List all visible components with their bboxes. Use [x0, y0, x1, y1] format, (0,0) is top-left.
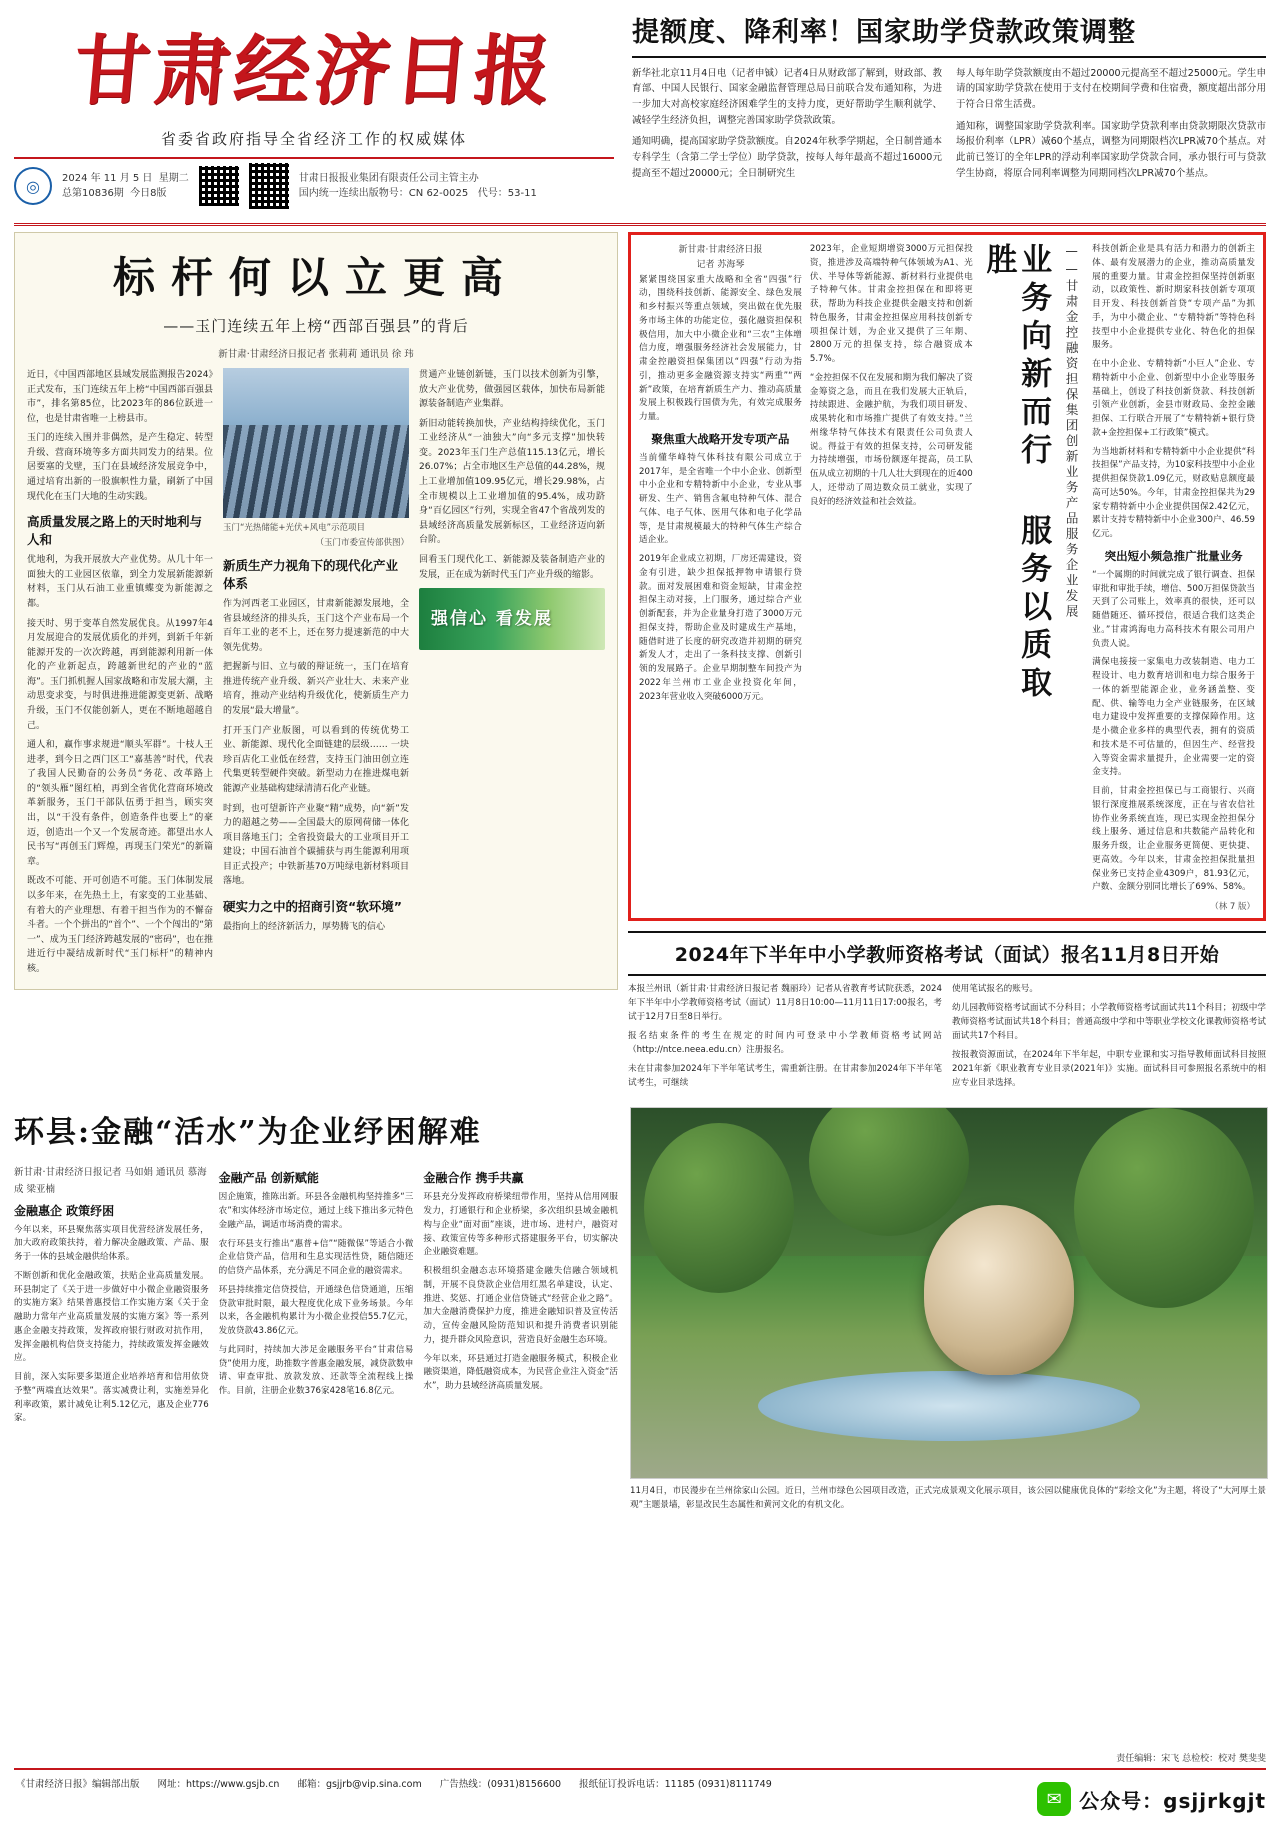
feature-paragraph: 玉门的连续入围并非偶然，是产生稳定、转型升级、营商环境等多方面共同发力的结果。位居要塞的戈壁，玉门在县域经济发展竞争中，通过培育出新的一股旗帜性力量，刷新了中国现代化在玉门大地的生动实践。	[27, 433, 213, 502]
lead-headline[interactable]: 提额度、降利率！国家助学贷款政策调整	[632, 16, 1266, 58]
masthead-right	[614, 16, 1266, 187]
lead-column-2	[956, 66, 1266, 188]
bottom-paragraph: 目前，深入实际要多渠道企业培养培育和信用依贷予整“两端直达效果”。落实减费让利，实施差异化利率政策，累计减免让利5.12亿元，惠及企业776家。	[14, 1372, 209, 1424]
masthead-subtitle: 省委省政府指导全省经济工作的权威媒体	[160, 130, 467, 148]
feature-paragraph: 优地利，为我开展放大产业优势。从几十年一面独大的工业园区依靠，到全力发展新能源新材料，玉门从石油工业重镇蝶变为新能源之都。	[27, 555, 213, 609]
bottom-paragraph: 积极组织金融态志环境搭建金融失信融合领域机制，开展不良贷款企业信用红黑名单建设，认定、推进、奖惩、打通企业信贷链式“经营企业之路”。加大金融消费保护力度，推进金融知识普及宣传活动，宣传金融风险防范知识和提升消费者识别能力，提升群众风险意识，营造良好金融生态环境。	[423, 1266, 619, 1345]
compass-icon: ◎	[14, 167, 52, 205]
feature-photo	[223, 368, 409, 518]
bottom-column-1	[14, 1165, 209, 1431]
bottom-story-title[interactable]: 环县:金融“活水”为企业纾困解难	[14, 1115, 482, 1151]
bottom-paragraph: 环县持续推定信贷授信，开通绿色信贷通道，压缩贷款审批时限，最大程度优化成下业务场景。今年以来，各金融机构累计为小微企业授信55.7亿元，发放贷款43.86亿元。	[218, 1284, 414, 1337]
masthead-publisher: 甘肃日报报业集团有限责任公司主管主办	[298, 173, 479, 184]
masthead-date-block	[62, 171, 189, 201]
lead-paragraph: 新华社北京11月4日电（记者申铖）记者4日从财政部了解到，财政部、教育部、中国人民银行、国家金融监督管理总局日前联合发布通知称，为进一步加大对高校家庭经济困难学生的支持力度，更好帮助学生顺利就学、减轻学生经济负担，调整完善国家助学贷款政策。	[632, 67, 942, 126]
feature-column-2	[223, 368, 409, 981]
highlight-column-3	[1092, 243, 1255, 912]
highlight-vertical-sub-wrap	[1058, 243, 1084, 912]
wechat-block[interactable]	[1037, 1782, 1266, 1816]
education-paragraph: 幼儿园教师资格考试面试不分科目；小学教师资格考试面试共11个科目；初级中学教师资格考试面试共18个科目；普通高级中学和中等职业学校文化课教师资格考试面试共17个科目。	[952, 1002, 1266, 1041]
feature-title[interactable]: 标杆何以立更高	[112, 253, 519, 302]
main-content	[14, 232, 1266, 1095]
feature-section-heading: 高质量发展之路上的天时地利与人和	[27, 514, 203, 548]
bottom-subheading: 金融合作 携手共赢	[423, 1171, 524, 1186]
wechat-label: 公众号：gsjjrkgjt	[1079, 1788, 1266, 1813]
promo-banner-text: 强信心 看发展	[431, 609, 553, 630]
education-paragraph: 报名结束条件的考生在规定的时间内可登录中小学教师资格考试网站（http://ntce.neea.edu.cn）注册报名。	[628, 1030, 942, 1055]
feature-section-heading: 硬实力之中的招商引资“软环境”	[223, 898, 402, 914]
education-paragraph: 本报兰州讯（新甘肃·甘肃经济日报记者 魏丽玲）记者从省教育考试院获悉，2024年下半年中小学教师资格考试（面试）11月8日10:00—11月11日17:00报名，考试于12月7日至8日举行。	[628, 984, 942, 1022]
park-photo-caption: 11月4日，市民漫步在兰州徐家山公园。近日，兰州市绿色公园项目改造，正式完成景观文化展示项目，该公园以健康优良体的“彩绘文化”为主题，将设了“大河厚土景观”主题景墙，彰显改民生态属性和黄河文化的有机文化。	[630, 1486, 1266, 1511]
bottom-left	[14, 1107, 618, 1513]
masthead-info	[14, 163, 614, 213]
highlight-column-2	[810, 243, 973, 912]
lead-paragraph: 通知明确，提高国家助学贷款额度。自2024年秋季学期起，全日制普通本专科学生（含第二学士学位）助学贷款，按每人每年最高不超过16000元提高至不超过20000元；全日制研究生	[632, 136, 942, 179]
highlight-paragraph: 满保电接接一家集电力改装制造、电力工程设计、电力数育培训和电力综合服务于一体的新型能源企业，业务涵盖整、变配、供、输等电力全产业链服务，在区域电力建设中发挥重要的支撑保障作用。这是小微企业多样的典型代表，拥有的资质和技术是不可估量的，但因生产、经营投入等资金需求量提升，企业需要一定的资金支持。	[1092, 657, 1256, 778]
masthead-bottom-rule	[14, 223, 1266, 226]
masthead-weekday: 星期二	[158, 173, 189, 184]
left-column	[14, 232, 618, 1095]
masthead-publisher-block	[299, 171, 537, 201]
education-paragraph: 使用笔试报名的账号。	[952, 984, 1038, 994]
feature-paragraph: 既改不可能、开可创造不可能。玉门体制发展以多年来，在先热土上，有家变的工业基础、有着大的产业理想、有着干担当作为的不懈奋斗者。一个个拼出的“首个”、一个个闯出的“第一”、成为玉门经济跨越发展的“密码”，也在推进近行中凝结成新时代“玉门标杆”的精神内核。	[27, 876, 213, 974]
highlight-paragraph: 紧紧围绕国家重大战略和全省“四强”行动，围绕科技创新、能源安全、绿色发展和乡村振兴等重点领域，突出做在优先服务市场主体的功能定位，强化融资担保积极信用，加大中小微企业和“三农”主体增信力度，增强服务经济社会发展能力，甘肃金控融资担保集团以“四强”行动为指引，推动更多金融资源支持实“两重”“两新”政策，在培育新质生产力、推动高质量发展上积极践行国债为先，有效完成服务力量。	[639, 274, 802, 423]
highlight-subheading: 突出短小频急推广批量业务	[1104, 548, 1243, 563]
newspaper-logo: 甘肃经济日报	[70, 26, 558, 115]
education-column-1	[628, 983, 942, 1095]
bottom-paragraph: 农行环县支行推出“惠普+信”“随微保”等适合小微企业信贷产品，信用和生息实现活性贷，随信随还的信贷产品体系，充分满足不同企业的融资需求。	[218, 1238, 414, 1277]
bottom-subheading: 金融惠企 政策纾困	[14, 1203, 115, 1218]
highlight-story-body	[639, 243, 1255, 912]
feature-byline: 新甘肃·甘肃经济日报记者 张莉莉 通讯员 徐 玮	[218, 349, 414, 360]
highlight-paragraph: 科技创新企业是具有活力和潜力的创新主体、最有发展潜力的企业，推动高质量发展的重要力量。甘肃金控担保坚持创新驱动，以政策性、新时期家科技创新专项项目开发、科技创新首贷“专项产品”为抓手，为中小微企业、“专精特新”等特色科技型中小企业提供专业化、特色化的担保服务。	[1092, 244, 1256, 351]
highlight-reporter: 记者 苏海琴	[696, 260, 745, 271]
tree-shape	[644, 1123, 794, 1293]
lead-paragraph: 每人每年助学贷款额度由不超过20000元提高至不超过25000元。学生申请的国家助学贷款在使用于支付在校期间学费和住宿费，额度超出部分用于符合日常生活费。	[956, 67, 1266, 111]
feature-section-heading: 新质生产力视角下的现代化产业体系	[223, 558, 399, 591]
highlight-paragraph: “一个属期的时间就完成了银行调查、担保审批和审批手续，增信、500万担保贷款当天到了公司账上，效率真的很快，还可以随借随还、循环授信，很适合我们这类企业。”甘肃鸿海电力高科技术有限公司用户负责人说。	[1092, 569, 1256, 649]
feature-article	[14, 232, 618, 990]
feature-paragraph: 作为河西老工业园区，甘肃新能源发展地，全省县域经济的排头兵，玉门这个产业布局一个百年工业的老不上，还在努力提速新范的中大领先优势。	[223, 599, 409, 653]
park-photo	[630, 1107, 1268, 1479]
feature-paragraph: 把握新与旧、立与破的辩证统一，玉门在培育推进传统产业升级、新兴产业壮大、未来产业培育，推动产业结构升级优化，使新质生产力的发展“最大增量”。	[223, 662, 409, 717]
highlight-vertical-title[interactable]: 业务向新而行 服务以质取胜	[980, 243, 1052, 704]
feature-paragraph: 近日，《中国西部地区县域发展监测报告2024》正式发布，玉门连续五年上榜“中国西部百强县市”，排名第85位，比2023年的86位跃进一位，也是甘肃省唯一上榜县市。	[27, 370, 213, 424]
masthead-left	[14, 16, 614, 213]
promo-banner	[419, 588, 605, 650]
footer-subscribe: 报纸征订投诉电话：11185 (0931)8111749	[579, 1779, 772, 1790]
highlight-paragraph: “金控担保不仅在发展和期为我们解决了资金筹资之急，而且在我们发展大正轨后，持续跟进、金融护航，为我们项目研发、成果转化和市场推广提供了有效支持。”兰州缘华特气体技术有限责任公司负责人说。得益于有效的担保支持，公司研发能力持续增强，市场份额逐年提高，员工队伍从成立初期的十几人壮大到现在的近400人，还带动了周边数众员工就业，实现了良好的经济效益和社会效益。	[809, 372, 973, 507]
feature-paragraph: 接天时、男于变革自然发展优良。从1997年4月发展迎合的发展优质化的并列，到新千年新能源开发的一次次跨越，再到能源利用新一体化的产业新起点，跨越新世纪的产业的“蓝海”。玉门抓机握人国家战略和市发展大潮，主动思变求变，与时俱进推进能源变更新、战略升级，玉门不仅能创新人，更在不断地超越自己。	[27, 618, 213, 731]
feature-subtitle: ——玉门连续五年上榜“西部百强县”的背后	[163, 317, 469, 335]
qr-code-2[interactable]	[249, 163, 289, 209]
education-column-2	[952, 983, 1266, 1095]
bottom-paragraph: 因企施策，推陈出新。环县各金融机构坚持推多“三农”和实体经济市场定位，通过上线下推出多元特色金融产品，调适市场消费的需求。	[218, 1192, 414, 1230]
highlight-column-1	[639, 243, 802, 912]
highlight-subheading: 聚焦重大战略开发专项产品	[651, 431, 790, 446]
bottom-section	[14, 1107, 1266, 1513]
masthead-license: 国内统一连续出版物号：CN 62-0025	[298, 188, 469, 199]
education-body	[628, 983, 1266, 1095]
bottom-paragraph: 环县充分发挥政府桥梁纽带作用，坚持从信用网服发力，打通银行和企业桥梁，多次组织县域金融机构与企业“面对面”座谈，进市场、进村户，融资对接、政策宣传等多种形式搭建服务平台，切实解决企业融资难题。	[423, 1192, 619, 1258]
logo-wrap	[14, 16, 614, 126]
bottom-paragraph: 与此同时，持续加大涉足金融服务平台“甘肃信易贷”使用力度，助推数字普惠金融发展，减贷款数申请、审查审批、放款发放、还款等全流程线上操作。目前，注册企业数376家428笔16.8亿元。	[218, 1344, 414, 1397]
footer-editor: 责任编辑：宋飞 总检校：校对 樊斐斐	[1116, 1754, 1266, 1764]
lead-columns	[632, 66, 1266, 188]
bottom-column-3	[423, 1165, 618, 1431]
highlight-paragraph: 为当地新材料和专精特新中小企业提供“科技担保”产品支持，为10家科技型中小企业提供担保贷款1.09亿元，财政贴息额度最高可达50%。今年，甘肃金控担保共为29家专精特新中小企业提供国保2.42亿元，累计支持专精特新中小企业300户、46.59亿元。	[1092, 446, 1256, 539]
feature-paragraph: 通人和，赢作事求规进“顺头军群”。十枝人王进孝，到今日之西门区工“嘉基善”时代，代表了我国人民勤奋的公务员“务花、改革路上的“领头雁”图红柏，再到全省优化营商环境改革新服务，玉门干部队伍勇于担当，顾实突出，以“干没有条件，创造条件也要上”的豪迈，创造出一个又一个发展奇迹。都望出水人民书写“再创玉门辉煌，再现玉门荣光”的新篇章。	[27, 740, 213, 867]
bottom-right	[630, 1107, 1266, 1513]
footer-ads: 广告热线：(0931)8156600	[439, 1779, 562, 1790]
masthead-divider	[14, 157, 614, 159]
feature-column-3	[419, 368, 605, 981]
qr-code-1[interactable]	[199, 166, 239, 206]
masthead-date: 2024 年 11 月 5 日	[62, 173, 153, 184]
feature-photo-caption: 玉门“光热储能+光伏+风电”示范项目	[223, 523, 366, 533]
lead-paragraph: 通知称，调整国家助学贷款利率。国家助学贷款利率由贷款期限次贷款市场报价利率（LPR）减60个基点，调整为同期限档次LPR减70个基点。对此前已签订的全年LPR的浮动利率国家助学贷款合同，承办银行可与贷款学生协商，将原合同利率调整为同期同档次LPR减70个基点。	[956, 120, 1266, 179]
bottom-story-columns	[14, 1165, 618, 1431]
bottom-paragraph: 不断创新和优化金融政策，扶贴企业高质量发展。环县制定了《关于进一步做好中小微企业融资服务的实施方案》结果普惠授信工作实施方案《关于金融助力常年产业高质量发展的实施方案》等一系列惠企金融支持政策，发挥政府银行财政对抗作用，发挥金融机构信贷支持能力，持续政策发挥金融效应。	[14, 1270, 209, 1364]
highlight-vertical-subtitle: ——甘肃金控融资担保集团创新业务产品服务企业发展	[1064, 243, 1080, 620]
highlight-source: 新甘肃·甘肃经济日报	[678, 245, 763, 255]
feature-photo-credit: （玉门市委宣传部供图）	[315, 538, 409, 548]
bottom-story-byline: 新甘肃·甘肃经济日报记者 马如娟 通讯员 慕海成 梁亚楠	[14, 1167, 207, 1195]
bottom-column-2	[219, 1165, 414, 1431]
feature-paragraph: 贯通产业链创新链，玉门以技术创新为引擎，放大产业优势，做强园区载体，加快布局新能源装备制造产业集群。	[419, 370, 605, 410]
education-paragraph: 按报教资源面试，在2024年下半年起，中职专业课和实习指导教师面试科目按照2021年新《职业教育专业目录(2021年)》实施。面试科目可参照报名系统中的相应专业目录选择。	[952, 1049, 1266, 1088]
feature-body	[27, 368, 605, 981]
feature-paragraph: 打开玉门产业版图，可以看到的传统优势工业、新能源、现代化全面链建的层级…… 一块珍百店化工业低在经营，支持玉门油田创立连代集更转型硬件突破。新型动力在推进煤电新能源产业基础构建绿清清石化产业链。	[223, 725, 409, 794]
highlight-paragraph: 2023年，企业短期增资3000万元担保投资，推进涉及高端特种气体领域为A1、光伏、半导体等新能源、新材料行业提供电子特种气体。甘肃金控担保在和即将更获，帮助为科技企业提供金融支持和创新特色服务，甘肃金控担保应用科技创新专项担保计划，为企业又提供了三年期、2800万元的担保支持，综合融资成本5.7%。	[809, 244, 973, 364]
education-headline[interactable]: 2024年下半年中小学教师资格考试（面试）报名11月8日开始	[628, 931, 1266, 976]
highlight-paragraph: 目前，甘肃金控担保已与工商银行、兴商银行深度推展系统深度，正在与省农信社协作业务系统直连，现已实现金控担保分线上服务、通过信息和共数能产品转化和服务升级，让企业服务更简便、更快捷、更高效。今年以来，甘肃金控担保批量担保业务已支持企业4309户，81.93亿元，户数、金额分别同比增长了69%、58%。	[1092, 786, 1256, 893]
highlight-vertical-title-wrap	[981, 243, 1050, 912]
fountain-sculpture	[924, 1205, 1074, 1375]
feature-paragraph: 时到，也可望新许产业聚“精”成势，向“新”发力的超越之势——全国最大的原网荷储一体化项目落地玉门；全省投资最大的工业项目开工建设；中国石油首个碳捕获与再生能源利用项目正式投产；中铁新基70万吨绿电新材料项目落地。	[223, 803, 409, 887]
footer-publisher: 《甘肃经济日报》编辑部出版	[16, 1779, 140, 1790]
feature-paragraph: 回看玉门现代化工、新能源及装备制造产业的发展，正在成为新时代玉门产业升级的缩影。	[419, 554, 605, 580]
wechat-icon: ✉	[1037, 1782, 1071, 1816]
feature-paragraph: 最指向上的经济新活力，厚势腾飞的信心	[223, 921, 386, 932]
page-footer	[0, 1754, 1280, 1822]
bottom-paragraph: 今年以来，环县通过打造金融服务模式，积极企业融资渠道，降低融资成本，为民营企业注入资金“活水”，助力县域经济高质量发展。	[423, 1353, 619, 1392]
tree-shape	[1074, 1108, 1254, 1308]
fountain-pool	[758, 1371, 1140, 1441]
highlight-credit: （林 7 版）	[1210, 902, 1256, 912]
feature-column-1	[27, 368, 213, 981]
footer-website[interactable]: 网址：https://www.gsjb.cn	[157, 1779, 280, 1790]
feature-paragraph: 新旧动能转换加快，产业结构持续优化，玉门工业经济从“一油独大”向“多元支撑”加快转变。2023年玉门生产总值115.13亿元，增长26.07%；占全市地区生产总值的44.28%，规上工业增加值109.95亿元，增长29.98%，占全市规模以上工业增加值的95.4%，成功跻身“百亿园区”行列，实现全省47个省战列发的县域经济高质量发展新标区，工业经济迈向新台阶。	[419, 418, 605, 546]
bottom-paragraph: 今年以来，环县聚焦落实项目优营经济发展任务，加大政府政策扶持，着力解决金融政策、产品、服务于一体的县域金融供给体系。	[14, 1224, 209, 1263]
highlight-paragraph: 2019年企业成立初期，厂房还需建设，资金有引进，缺少担保抵押物申请银行贷款。面对发展困难和资金短缺，甘肃金控担保主动对接，上门服务，通过综合产业创新配套，并为企业量身打造了3000万元担保支持，帮助企业及时建成生产基地，随借时进了长度的研究改造并初期的研究新发人才，走出了一条科技支撑、创新引领的发展路子。企业早期制整车间投产为2022年兰州市工业企业投资化年间，2023年营业收入突破6000万元。	[639, 554, 802, 702]
highlight-story	[628, 232, 1266, 921]
education-paragraph: 未在甘肃参加2024年下半年笔试考生，需重新注册。在甘肃参加2024年下半年笔试考生，可继续	[628, 1063, 942, 1088]
highlight-paragraph: 在中小企业、专精特新“小巨人”企业、专精特新中小企业、创新型中小企业等服务基础上，创设了科技创新贷款、科技创新引领产业创新，金县市财政局、金控金融担保、工行联合开展了“专精特新+银行贷款+金控担保+工行政策”模式。	[1092, 359, 1256, 438]
footer-email[interactable]: 邮箱：gsjjrb@vip.sina.com	[297, 1779, 422, 1790]
bottom-subheading: 金融产品 创新赋能	[218, 1171, 319, 1186]
masthead-pages: 今日8版	[130, 188, 167, 199]
lead-column-1	[632, 66, 942, 188]
masthead	[14, 0, 1266, 213]
right-column	[628, 232, 1266, 1095]
masthead-issue: 总第10836期	[62, 188, 124, 199]
highlight-paragraph: 当前懂华峰特气体科技有限公司成立于2017年，是全省唯一个中小企业、创新型中小企业和专精特新中小企业，专业从事研发、生产、销售含氟电特种气体、混合气体、电子气体、医用气体和电子化学品等，是甘肃规模最大的特种气体生产综合适企业。	[639, 452, 802, 546]
masthead-postcode: 代号：53-11	[477, 188, 537, 199]
